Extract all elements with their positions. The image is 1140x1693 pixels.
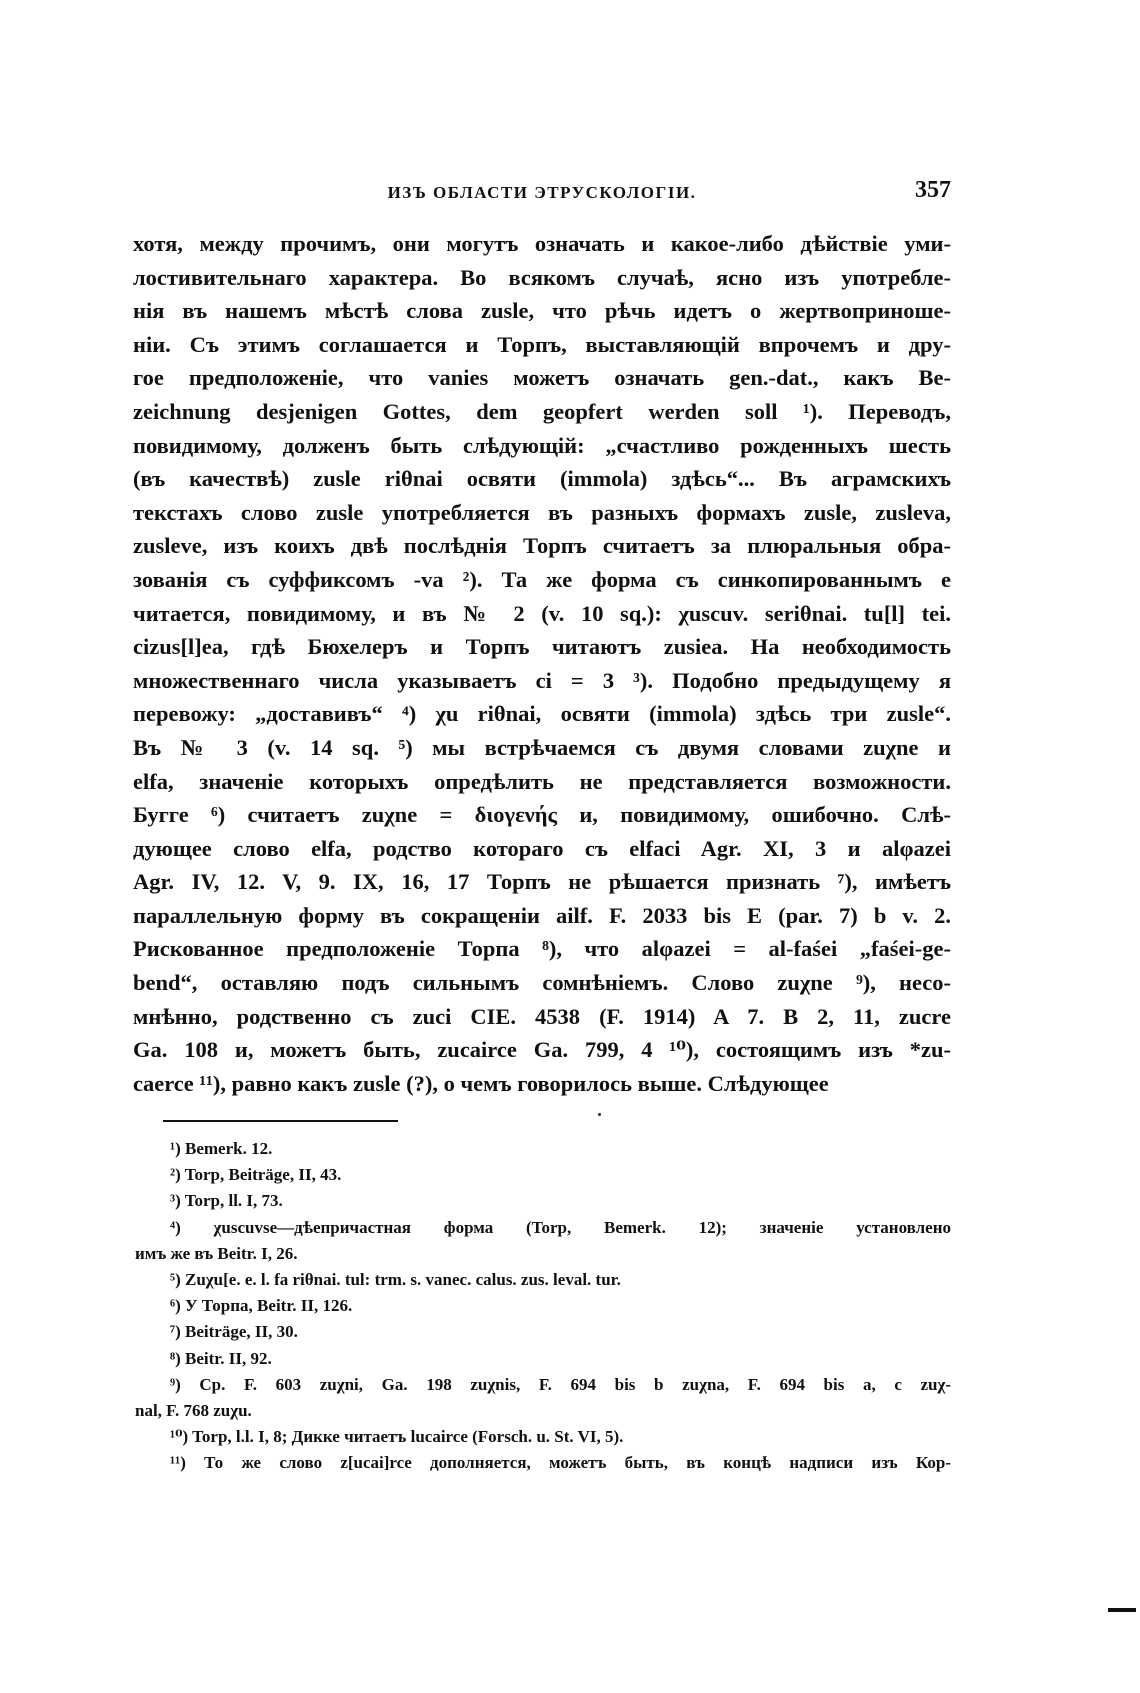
text-line: повидимому, долженъ быть слѣдующій: „счастливо рожденныхъ шесть (133, 432, 951, 458)
text-line: нія въ нашемъ мѣстѣ слова zusle, что рѣчь идетъ о жертвоприноше- (133, 298, 951, 324)
text-line: параллельную форму въ сокращеніи ailf. F. 2033 bis E (par. 7) b v. 2. (133, 902, 951, 928)
footnote-line: ¹¹) То же слово z[ucai]rce дополняется, можетъ быть, въ концѣ надписи изъ Кор- (170, 1453, 951, 1473)
page-header (133, 177, 951, 213)
text-line: Ga. 108 и, можетъ быть, zucairce Ga. 799, 4 ¹⁰), состоящимъ изъ *zu- (133, 1037, 951, 1063)
text-line: cizus[l]ea, гдѣ Бюхелеръ и Торпъ читаютъ zusiea. На необходимость (133, 634, 951, 660)
footnote-line: ³) Torp, ll. I, 73. (170, 1191, 283, 1211)
footnote-line: имъ же въ Beitr. I, 26. (135, 1243, 298, 1263)
footnote-separator (163, 1120, 398, 1122)
text-line: лостивительнаго характера. Во всякомъ случаѣ, ясно изъ употребле- (133, 264, 951, 290)
footnote-line: ¹⁰) Torp, l.l. I, 8; Дикке читаетъ lucairce (Forsch. u. St. VI, 5). (170, 1427, 624, 1447)
text-line: гое предположеніе, что vanies можетъ означать gen.-dat., какъ Be- (133, 365, 951, 391)
footnotes (135, 1136, 951, 1476)
text-line: Въ № 3 (v. 14 sq. ⁵) мы встрѣчаемся съ двумя словами zuχne и (133, 734, 951, 760)
text-line: elfa, значеніе которыхъ опредѣлить не представляется возможности. (133, 768, 951, 794)
text-line: caerce ¹¹), равно какъ zusle (?), о чемъ говорилось выше. Слѣдующее (133, 1070, 829, 1096)
text-line: мнѣнно, родственно съ zuci CIE. 4538 (F. 1914) A 7. B 2, 11, zucre (133, 1003, 951, 1029)
text-line: перевожу: „доставивъ“ ⁴) χu riθnai, освяти (immola) здѣсь три zusle“. (133, 701, 951, 727)
page-edge-mark (1108, 1608, 1136, 1612)
print-speck (598, 1113, 601, 1116)
running-title: ИЗЪ ОБЛАСТИ ЭТРУСКОЛОГІИ. (387, 183, 697, 202)
footnote-line: nal, F. 768 zuχu. (135, 1400, 252, 1420)
text-line: хотя, между прочимъ, они могутъ означать и какое-либо дѣйствіе уми- (133, 231, 951, 256)
text-line: текстахъ слово zusle употребляется въ разныхъ формахъ zusle, zusleva, (133, 499, 951, 525)
footnote-line: ⁴) χuscuvse—дѣепричастная форма (Torp, Bemerk. 12); значеніе установлено (170, 1217, 951, 1237)
text-line: зованія съ суффиксомъ -va ²). Та же форма съ синкопированнымъ e (133, 566, 951, 592)
text-line: Agr. IV, 12. V, 9. IX, 16, 17 Торпъ не рѣшается признать ⁷), имѣетъ (133, 869, 951, 895)
text-line: дующее слово elfa, родство котораго съ elfaci Agr. XI, 3 и alφazei (133, 835, 951, 861)
text-line: Бугге ⁶) считаетъ zuχne = διογενής и, повидимому, ошибочно. Слѣ- (133, 802, 951, 828)
text-line: zusleve, изъ коихъ двѣ послѣднія Торпъ считаетъ за плюральныя обра- (133, 533, 951, 559)
footnote-line: ⁸) Beitr. II, 92. (170, 1348, 272, 1368)
footnote-line: ⁹) Ср. F. 603 zuχni, Ga. 198 zuχnis, F. 694 bis b zuχna, F. 694 bis a, c zuχ- (170, 1374, 951, 1394)
main-text (133, 227, 951, 1100)
footnote-line: ¹) Bemerk. 12. (170, 1139, 273, 1158)
text-line: ніи. Съ этимъ соглашается и Торпъ, выставляющій впрочемъ и дру- (133, 331, 951, 357)
page-number: 357 (915, 177, 951, 203)
text-line: (въ качествѣ) zusle riθnai освяти (immola) здѣсь“... Въ аграмскихъ (133, 466, 951, 492)
footnote-line: ⁶) У Торпа, Beitr. II, 126. (170, 1296, 353, 1316)
text-line: множественнаго числа указываетъ ci = 3 ³). Подобно предыдущему я (133, 667, 951, 693)
text-line: читается, повидимому, и въ № 2 (v. 10 sq.): χuscuv. seriθnai. tu[l] tei. (133, 600, 951, 626)
text-line: bend“, оставляю подъ сильнымъ сомнѣніемъ. Слово zuχne ⁹), несо- (133, 970, 951, 996)
footnote-line: ²) Torp, Beiträge, II, 43. (170, 1165, 342, 1185)
text-line: Рискованное предположеніе Торпа ⁸), что alφazei = al-faśei „faśei-ge- (133, 936, 951, 962)
text-line: zeichnung desjenigen Gottes, dem geopfert werden soll ¹). Переводъ, (133, 398, 951, 424)
footnote-line: ⁷) Beiträge, II, 30. (170, 1322, 298, 1342)
footnote-line: ⁵) Zuχu[e. e. l. fa riθnai. tul: trm. s. vanec. calus. zus. leval. tur. (170, 1269, 621, 1289)
